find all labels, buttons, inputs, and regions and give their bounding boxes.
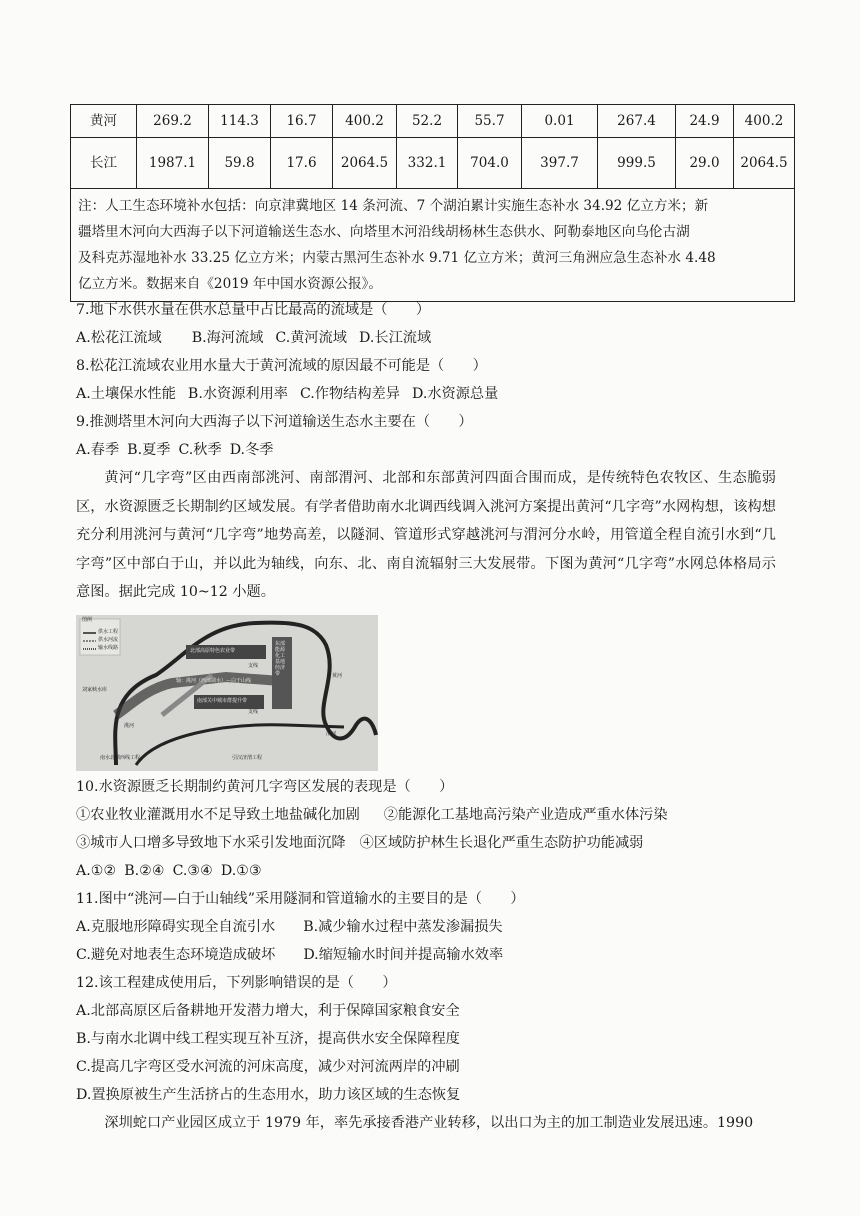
table-note-row — [71, 189, 795, 302]
statement-1: ①农业牧业灌溉用水不足导致土地盐碱化加剧 — [76, 806, 360, 823]
table-cell: 114.3 — [209, 105, 271, 138]
map-label-liujiaxia: 刘家峡水库 — [82, 686, 108, 693]
map-legend-title: 图例 — [82, 616, 93, 623]
questions — [76, 296, 776, 1137]
question-9-stem: 9.推测塔里木河向大西海子以下河道输送生态水主要在（ ） — [76, 414, 473, 430]
option-a: A.松花江流域 — [76, 330, 162, 346]
question-8-stem: 8.松花江流域农业用水量大于黄河流域的原因最不可能是（ ） — [76, 358, 487, 374]
map-label-west-route: 南水北调西线工程 — [100, 754, 141, 761]
table-cell: 17.6 — [271, 138, 333, 189]
option-b: B.水资源利用率 — [187, 386, 288, 402]
statement-3: ③城市人口增多导致地下水采引发地面沉降 — [76, 834, 346, 851]
map-legend-item: 输水线路 — [98, 644, 119, 651]
option-b: B.②④ — [124, 862, 165, 879]
note-line: 及科克苏湿地补水 33.25 亿立方米；内蒙古黑河生态补水 9.71 亿立方米；黄河三角洲应急生态补水 4.48 — [78, 250, 716, 266]
question-8-options — [76, 380, 776, 408]
question-10-items-row2 — [76, 829, 776, 857]
table-row — [71, 138, 795, 189]
map-legend-item: 供水河流 — [98, 636, 119, 643]
table-cell: 400.2 — [333, 105, 397, 138]
table-cell: 397.7 — [522, 138, 598, 189]
option-d: D.缩短输水时间并提高输水效率 — [303, 946, 504, 963]
option-d: D.长江流域 — [359, 330, 432, 346]
option-d: D.水资源总量 — [411, 386, 499, 402]
water-resources-table — [70, 104, 795, 302]
question-7-stem: 7.地下水供水量在供水总量中占比最高的流域是（ ） — [76, 302, 431, 318]
note-line: 注：人工生态环境补水包括：向京津冀地区 14 条河流、7 个湖泊累计实施生态补水 34.92 亿立方米；新 — [78, 198, 709, 214]
option-c: C.秋季 — [178, 442, 222, 458]
option-c: C.③④ — [172, 862, 213, 879]
note-line: 疆塔里木河向大西海子以下河道输送生态水、向塔里木河沿线胡杨林生态供水、阿勒泰地区向乌伦古湖 — [78, 224, 690, 240]
table-note — [71, 189, 795, 302]
option-c: C.黄河流域 — [275, 330, 347, 346]
table-cell: 16.7 — [271, 105, 333, 138]
map-label-east-belt: 东部能源化工基地经济带 — [275, 640, 286, 677]
option-c: C.提高几字弯区受水河流的河床高度，减少对河流两岸的冲刷 — [76, 1058, 460, 1075]
map-label-yellow-river: 黄河 — [332, 672, 343, 679]
question-10-options — [76, 857, 776, 885]
option-a: A.土壤保水性能 — [76, 386, 176, 402]
question-12-stem: 12.该工程建成使用后，下列影响错误的是（ ） — [76, 974, 397, 991]
option-c: C.避免对地表生态环境造成破坏 — [76, 946, 276, 963]
table-cell: 0.01 — [522, 105, 598, 138]
table-cell: 267.4 — [598, 105, 676, 138]
table-cell: 29.0 — [676, 138, 734, 189]
table-cell: 55.7 — [458, 105, 522, 138]
table-cell: 59.8 — [209, 138, 271, 189]
option-d: D.①③ — [220, 862, 262, 879]
table-cell: 52.2 — [397, 105, 458, 138]
map-label-weihe: 渭河 — [326, 730, 337, 737]
table-cell: 332.1 — [397, 138, 458, 189]
table-cell: 1987.1 — [137, 138, 209, 189]
map-legend-item: 供水工程 — [98, 628, 119, 635]
question-7-options — [76, 324, 776, 352]
water-network-map — [76, 615, 378, 771]
option-c: C.作物结构差异 — [299, 386, 400, 402]
note-line: 亿立方米。数据来自《2019 年中国水资源公报》。 — [78, 276, 382, 292]
question-9-options — [76, 436, 776, 464]
option-b: B.夏季 — [127, 442, 171, 458]
option-b: B.海河流域 — [191, 330, 264, 346]
table-cell: 704.0 — [458, 138, 522, 189]
option-d: D.冬季 — [229, 442, 274, 458]
table-cell: 400.2 — [734, 105, 795, 138]
option-b: B.与南水北调中线工程实现互补互济，提高供水安全保障程度 — [76, 1030, 460, 1047]
map-label-branch: 支线 — [248, 708, 259, 715]
passage-jizi-bend: 黄河“几字弯”区由西南部洮河、南部渭河、北部和东部黄河四面合围而成，是传统特色农牧区、生态脆弱区，水资源匮乏长期制约区域发展。有学者借助南水北调西线调入洮河方案提出黄河“几字弯”水网构想，该构想充分利用洮河与黄河“几字弯”地势高差，以隧洞、管道形式穿越洮河与渭河分水岭，用管道全程自流引水到“几字弯”区中部白于山，并以此为轴线，向东、北、南自流辐射三大发展带。下图为黄河“几字弯”水网总体格局示意图。据此完成 10~12 小题。 — [76, 470, 776, 600]
option-a: A.克服地形障碍实现全自流引水 — [76, 918, 276, 935]
option-a: A.①② — [76, 862, 117, 879]
table-cell: 2064.5 — [333, 138, 397, 189]
question-10-items-row1 — [76, 801, 776, 829]
map-label-yinhan: 引汉济渭工程 — [232, 754, 263, 761]
question-11-stem: 11.图中“洮河—白于山轴线”采用隧洞和管道输水的主要目的是（ ） — [76, 890, 525, 907]
table-cell: 269.2 — [137, 105, 209, 138]
map-label-taohe: 洮河 — [124, 722, 135, 729]
question-11-options-row1 — [76, 913, 776, 941]
option-d: D.置换原被生产生活挤占的生态用水，助力该区域的生态恢复 — [76, 1086, 461, 1103]
basin-name-cell: 长江 — [71, 138, 137, 189]
table-cell: 2064.5 — [734, 138, 795, 189]
question-10-stem: 10.水资源匮乏长期制约黄河几字弯区发展的表现是（ ） — [76, 778, 454, 795]
option-a: A.北部高原区后备耕地开发潜力增大，利于保障国家粮食安全 — [76, 1002, 460, 1019]
next-passage: 深圳蛇口产业园区成立于 1979 年，率先承接香港产业转移，以出口为主的加工制造业发展迅速。1990 — [104, 1114, 754, 1131]
option-a: A.春季 — [76, 442, 120, 458]
table-cell: 24.9 — [676, 105, 734, 138]
statement-2: ②能源化工基地高污染产业造成严重水体污染 — [383, 806, 668, 823]
map-label-branch: 支线 — [248, 662, 259, 669]
table-row — [71, 105, 795, 138]
option-b: B.减少输水过程中蒸发渗漏损失 — [303, 918, 503, 935]
basin-name-cell: 黄河 — [71, 105, 137, 138]
question-11-options-row2 — [76, 941, 776, 969]
map-label-north-belt: 北部高原特色农业带 — [190, 647, 236, 654]
statement-4: ④区域防护林生长退化严重生态防护功能减弱 — [359, 834, 644, 851]
table-cell: 999.5 — [598, 138, 676, 189]
map-label-south-belt: 南部关中城市群提升带 — [197, 697, 248, 704]
map-drawing — [76, 615, 378, 771]
map-label-axis: 轴：洮河（西部调水）—白于山线 — [176, 677, 252, 684]
